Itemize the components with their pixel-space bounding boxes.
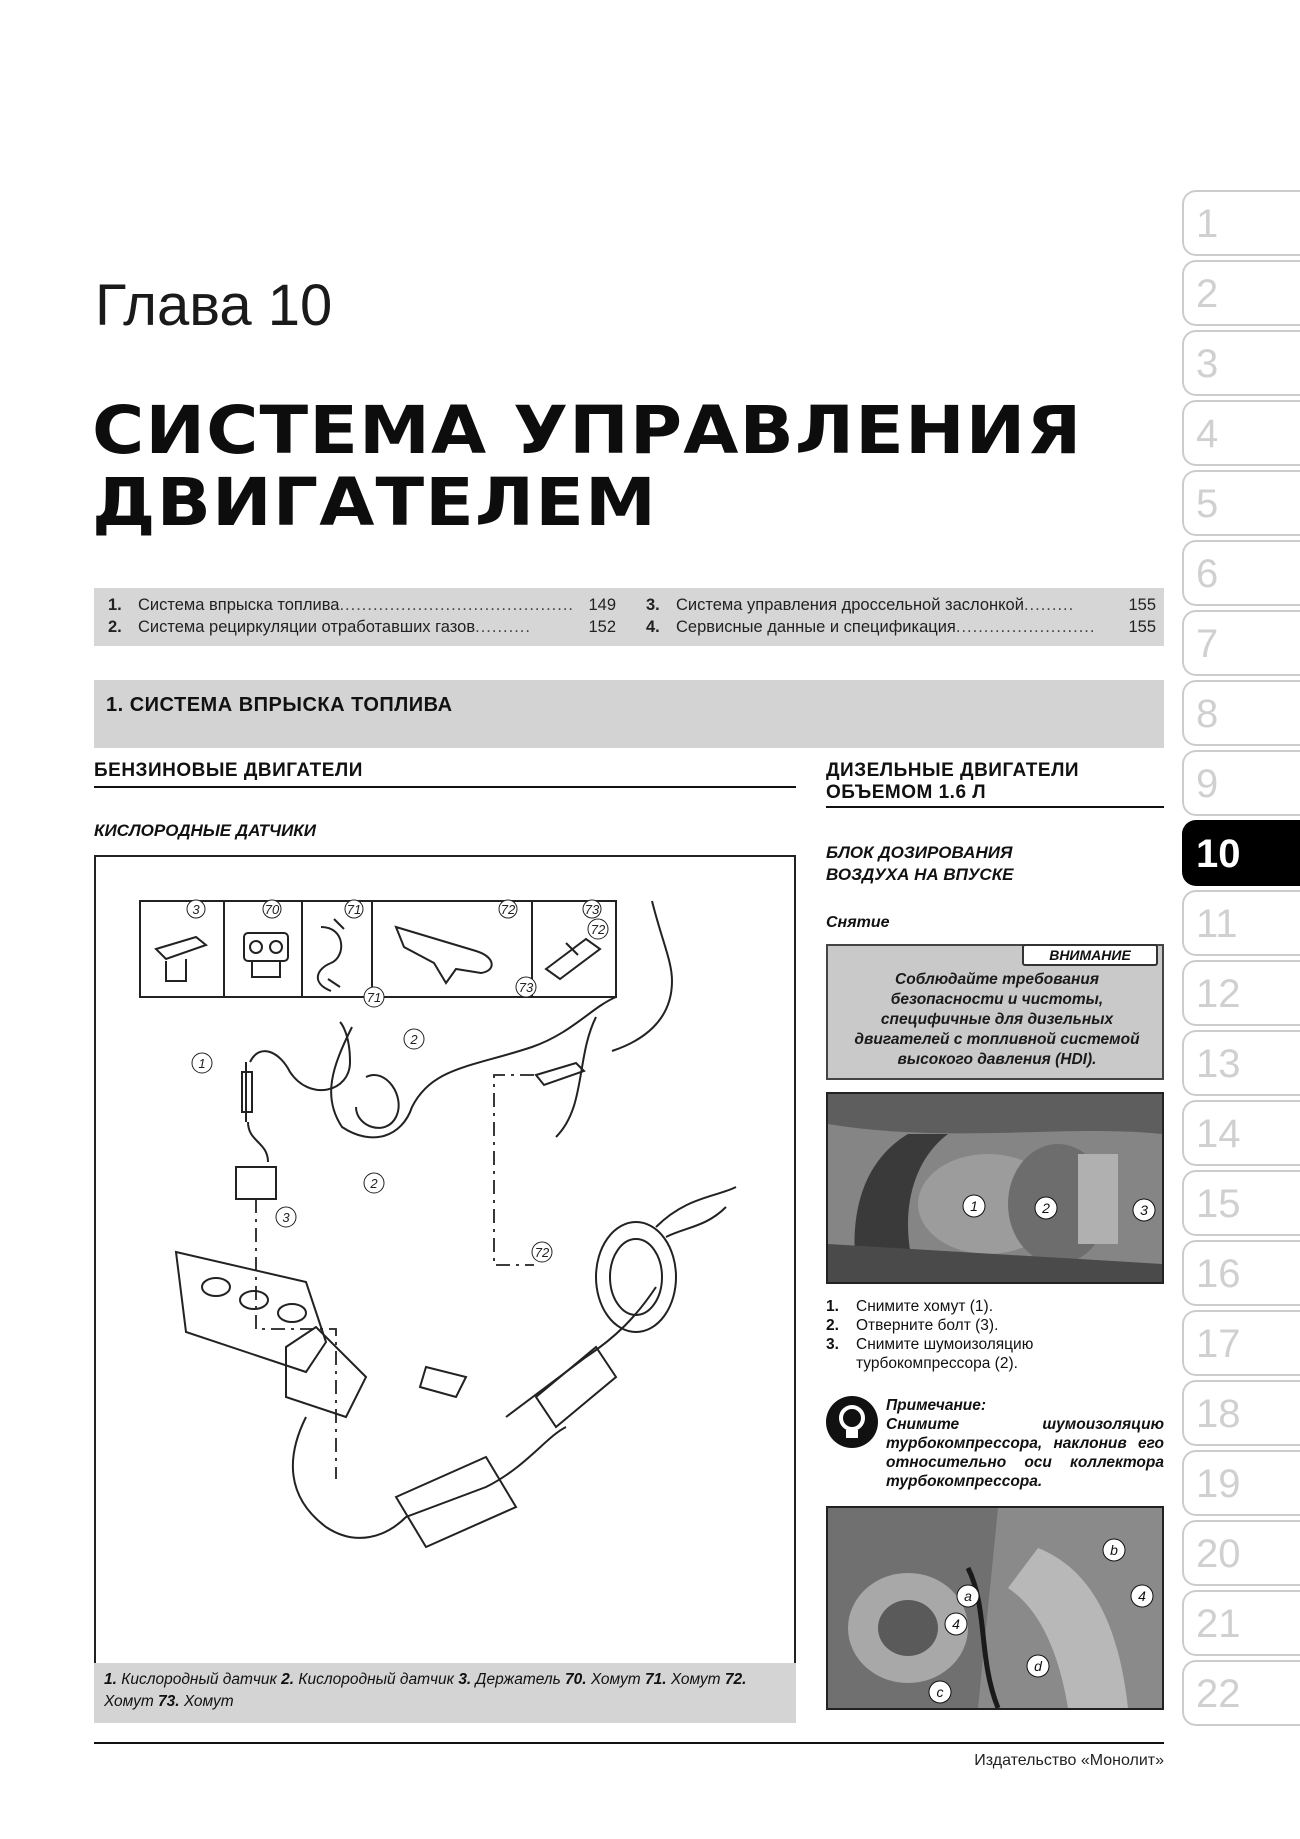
- chapter-title: [92, 392, 1083, 541]
- svg-text:2: 2: [1042, 1200, 1050, 1216]
- callout-3-center: [92, 845, 100, 860]
- engine-photo-1: [826, 1092, 1164, 1284]
- svg-text:a: a: [964, 1588, 972, 1604]
- sensor-harness: [331, 997, 616, 1137]
- tab-chapter-7[interactable]: 7: [1182, 610, 1300, 676]
- note-text: Снимите шумоизоляцию турбокомпрессора, наклонив его относительно оси коллектора турбокомпрессора.: [886, 1416, 1164, 1490]
- tab-chapter-16[interactable]: 16: [1182, 1240, 1300, 1306]
- heading-rule: [94, 786, 796, 788]
- callout-73: [516, 977, 536, 997]
- photo2-callout-d: [1027, 1655, 1049, 1677]
- figure-caption: 1. Кислородный датчик 2. Кислородный датчик 3. Держатель 70. Хомут 71. Хомут 72. Хомут 73. Хомут: [94, 1663, 796, 1723]
- svg-text:2: 2: [370, 1176, 378, 1191]
- removal-steps: [826, 1297, 1164, 1373]
- tab-chapter-4[interactable]: 4: [1182, 400, 1300, 466]
- warning-text: Соблюдайте требования безопасности и чистоты, специфичные для дизельных двигателей с топливной системой высокого давления (HDI).: [854, 971, 1140, 1068]
- tab-chapter-5[interactable]: 5: [1182, 470, 1300, 536]
- tab-chapter-19[interactable]: 19: [1182, 1450, 1300, 1516]
- toc-item-3[interactable]: 3. Система управления дроссельной заслонкой ......... 155: [646, 596, 1156, 614]
- tab-chapter-14[interactable]: 14: [1182, 1100, 1300, 1166]
- svg-text:3: 3: [1140, 1202, 1148, 1218]
- exhaust-pipe: [293, 1417, 566, 1538]
- callout-72-top: [588, 919, 608, 939]
- petrol-engines-heading: БЕНЗИНОВЫЕ ДВИГАТЕЛИ: [94, 760, 363, 781]
- callout-2-lower: [364, 1173, 384, 1193]
- tab-chapter-9[interactable]: 9: [1182, 750, 1300, 816]
- tab-chapter-17[interactable]: 17: [1182, 1310, 1300, 1376]
- tab-chapter-21[interactable]: 21: [1182, 1590, 1300, 1656]
- sensor-connector: [236, 1167, 276, 1199]
- svg-text:1: 1: [198, 1056, 206, 1071]
- section-title: 1. СИСТЕМА ВПРЫСКА ТОПЛИВА: [106, 694, 453, 716]
- tab-chapter-6[interactable]: 6: [1182, 540, 1300, 606]
- step-3: 3. Снимите шумоизоляцию турбокомпрессора (2).: [826, 1336, 1034, 1372]
- toc-item-4[interactable]: 4. Сервисные данные и спецификация ......................... 155: [646, 618, 1156, 636]
- svg-text:73: 73: [518, 980, 534, 995]
- callout-72-bottom: [532, 1242, 552, 1262]
- tab-chapter-3[interactable]: 3: [1182, 330, 1300, 396]
- svg-text:2: 2: [410, 1032, 418, 1047]
- photo1-callout-1: [963, 1195, 985, 1217]
- svg-text:b: b: [1110, 1542, 1118, 1558]
- callout-3-strip: [187, 900, 205, 918]
- photo-1-illustration: [828, 1094, 1162, 1282]
- svg-text:d: d: [1034, 1658, 1042, 1674]
- step-2: 2. Отверните болт (3).: [826, 1317, 999, 1334]
- note-title: Примечание:: [886, 1397, 987, 1414]
- parts-strip: [140, 901, 616, 997]
- tab-chapter-22[interactable]: 22: [1182, 1660, 1300, 1726]
- svg-text:70: 70: [264, 902, 280, 917]
- tab-chapter-2[interactable]: 2: [1182, 260, 1300, 326]
- svg-text:71: 71: [346, 902, 362, 917]
- svg-text:c: c: [936, 1684, 944, 1700]
- photo1-callout-3: [1133, 1199, 1155, 1221]
- photo2-callout-4-right: [1131, 1585, 1153, 1607]
- tab-chapter-15[interactable]: 15: [1182, 1170, 1300, 1236]
- callout-3-left: [276, 1207, 296, 1227]
- photo2-callout-c: [929, 1681, 951, 1703]
- svg-text:72: 72: [590, 922, 606, 937]
- tab-chapter-20[interactable]: 20: [1182, 1520, 1300, 1586]
- svg-text:72: 72: [534, 1245, 550, 1260]
- oxygen-sensor-1: [242, 1062, 252, 1122]
- contents-box: [94, 588, 1164, 646]
- svg-text:73: 73: [584, 902, 600, 917]
- clamp-71-icon: [318, 927, 341, 991]
- photo2-callout-b: [1103, 1539, 1125, 1561]
- oxygen-sensor-2: [536, 1063, 584, 1085]
- svg-text:4: 4: [1138, 1588, 1146, 1604]
- clamp-72-icon: [396, 927, 492, 983]
- callout-1: [192, 1053, 212, 1073]
- tab-chapter-8[interactable]: 8: [1182, 680, 1300, 746]
- warning-label: ВНИМАНИЕ: [1022, 944, 1158, 966]
- tab-chapter-10-active[interactable]: 10: [1182, 820, 1300, 886]
- chapter-label: Глава 10: [95, 273, 333, 338]
- callout-2-upper: [404, 1029, 424, 1049]
- silencer: [396, 1457, 516, 1547]
- diesel-engines-heading: ДИЗЕЛЬНЫЕ ДВИГАТЕЛИ ОБЪЕМОМ 1.6 Л: [826, 760, 1080, 803]
- chapter-title-line1: СИСТЕМА УПРАВЛЕНИЯ: [92, 392, 1083, 469]
- exhaust-diagram: [92, 845, 794, 1663]
- publisher-name: Издательство «Монолит»: [974, 1752, 1164, 1769]
- toc-item-2[interactable]: 2. Система рециркуляции отработавших газов .......... 152: [108, 618, 616, 636]
- tab-chapter-18[interactable]: 18: [1182, 1380, 1300, 1446]
- note-block: [886, 1396, 1164, 1491]
- tab-chapter-1[interactable]: 1: [1182, 190, 1300, 256]
- svg-text:3: 3: [282, 1210, 290, 1225]
- oxygen-sensors-heading: КИСЛОРОДНЫЕ ДАТЧИКИ: [94, 821, 316, 840]
- tab-chapter-11[interactable]: 11: [1182, 890, 1300, 956]
- callout-73-strip: [583, 900, 601, 918]
- chapter-title-line2: ДВИГАТЕЛЕМ: [92, 464, 658, 541]
- photo2-callout-a: [957, 1585, 979, 1607]
- svg-text:4: 4: [952, 1616, 960, 1632]
- svg-text:71: 71: [366, 990, 382, 1005]
- exhaust-manifold: [176, 1252, 326, 1372]
- photo-2-illustration: [828, 1508, 1162, 1708]
- svg-text:3: 3: [192, 902, 200, 917]
- removal-heading: Снятие: [826, 914, 890, 931]
- toc-item-1[interactable]: 1. Система впрыска топлива .......................................... 149: [108, 596, 616, 614]
- step-1: 1. Снимите хомут (1).: [826, 1298, 994, 1315]
- svg-text:72: 72: [500, 902, 516, 917]
- engine-photo-2: [826, 1506, 1164, 1710]
- tab-chapter-13[interactable]: 13: [1182, 1030, 1300, 1096]
- clamp-73-icon: [546, 939, 600, 979]
- tab-chapter-12[interactable]: 12: [1182, 960, 1300, 1026]
- callout-71: [364, 987, 384, 1007]
- svg-text:3: 3: [92, 845, 100, 860]
- holder-part-icon: [156, 937, 206, 981]
- photo1-callout-2: [1035, 1197, 1057, 1219]
- footer-rule: [94, 1742, 1164, 1744]
- callout-72-strip: [499, 900, 517, 918]
- callout-70-strip: [263, 900, 281, 918]
- diesel-heading-rule: [826, 806, 1164, 808]
- svg-text:1: 1: [970, 1198, 978, 1214]
- photo2-callout-4-left: [945, 1613, 967, 1635]
- section-header: [94, 680, 1164, 748]
- note-icon: [826, 1396, 878, 1448]
- callout-71-strip: [345, 900, 363, 918]
- air-metering-heading: БЛОК ДОЗИРОВАНИЯ ВОЗДУХА НА ВПУСКЕ: [826, 843, 1014, 884]
- oxygen-sensor-figure: [92, 845, 796, 1723]
